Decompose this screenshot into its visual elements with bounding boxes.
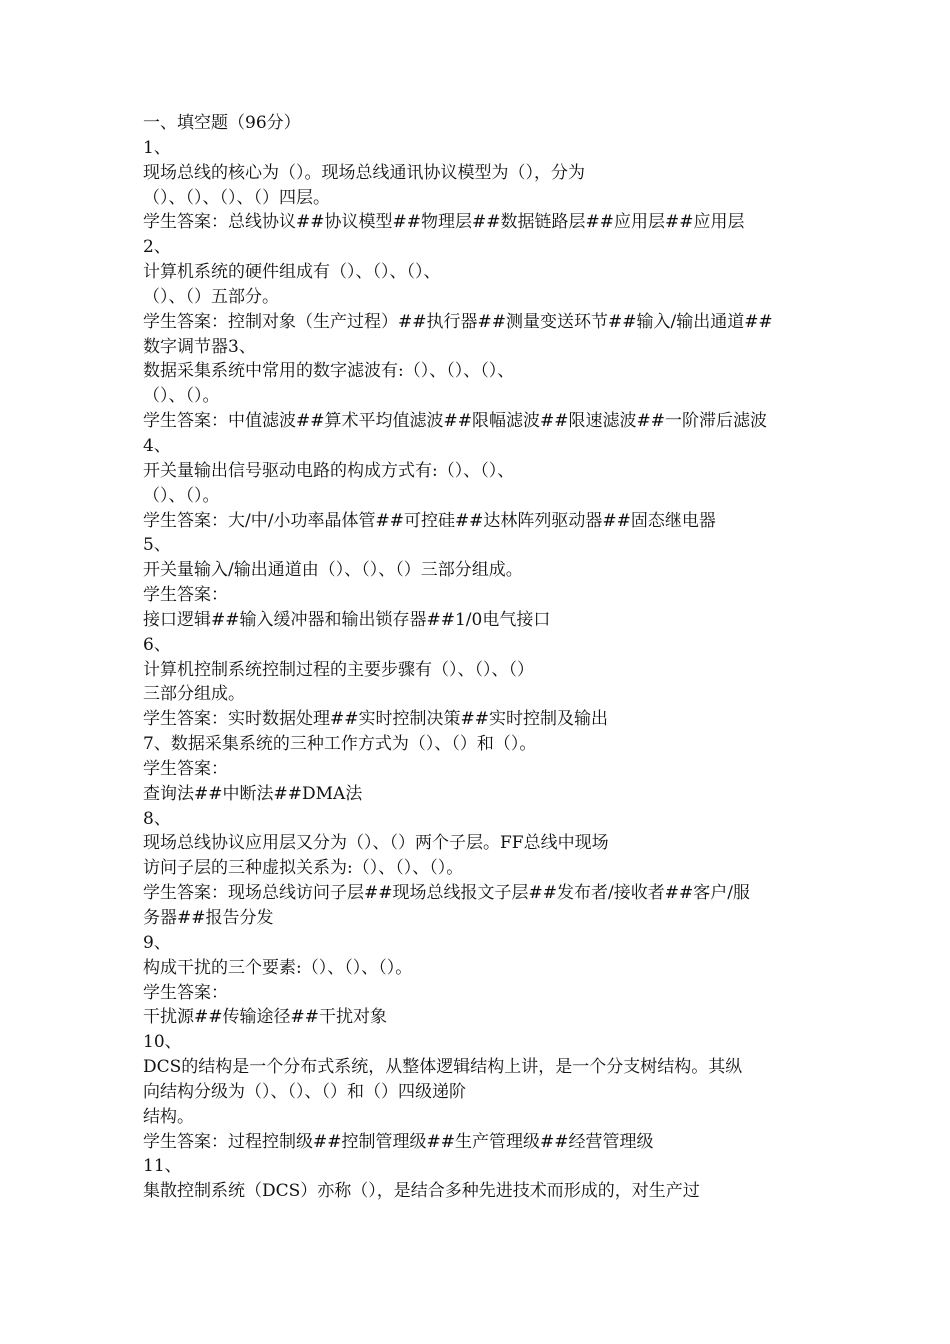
question-text: 现场总线的核心为（）。现场总线通讯协议模型为（），分为	[143, 162, 585, 183]
student-answer: 学生答案：实时数据处理##实时控制决策##实时控制及输出	[143, 709, 608, 730]
student-answer: 学生答案：总线协议##协议模型##物理层##数据链路层##应用层##应用层	[143, 212, 745, 233]
question-text: 集散控制系统（DCS）亦称（），是结合多种先进技术而形成的，对生产过	[143, 1181, 700, 1202]
question-number: 11、	[143, 1156, 182, 1177]
question-text: 开关量输入/输出通道由（）、（）、（）三部分组成。	[143, 560, 523, 581]
question-number: 8、	[143, 808, 171, 829]
question-text: 计算机系统的硬件组成有（）、（）、（）、	[143, 262, 441, 283]
question-text: 结构。	[143, 1106, 194, 1127]
question-number: 5、	[143, 535, 171, 556]
student-answer: 学生答案：控制对象（生产过程）##执行器##测量变送环节##输入/输出通道##	[143, 311, 773, 332]
question-number: 4、	[143, 435, 171, 456]
student-answer: 接口逻辑##输入缓冲器和输出锁存器##1/0电气接口	[143, 609, 551, 630]
question-text: （）、（）、（）、（）四层。	[143, 187, 330, 208]
question-text: （）、（）五部分。	[143, 286, 279, 307]
student-answer: 学生答案：中值滤波##算术平均值滤波##限幅滤波##限速滤波##一阶滞后滤波	[143, 411, 767, 432]
question-text: 向结构分级为（）、（）、（）和（）四级递阶	[143, 1081, 466, 1102]
question-text: 构成干扰的三个要素:（）、（）、（）。	[143, 957, 413, 978]
question-number: 9、	[143, 932, 171, 953]
student-answer: 学生答案：	[143, 982, 228, 1003]
question-number: 10、	[143, 1032, 182, 1053]
question-text: （）、（）。	[143, 485, 220, 506]
question-text: 访问子层的三种虚拟关系为:（）、（）、（）。	[143, 858, 464, 879]
section-heading: 一、填空题（96分）	[143, 113, 301, 133]
question-text: 7、数据采集系统的三种工作方式为（）、（）和（）。	[143, 734, 537, 755]
student-answer: 学生答案：	[143, 585, 228, 606]
question-number: 2、	[143, 237, 171, 258]
question-number: 1、	[143, 137, 171, 158]
question-text: （）、（）。	[143, 386, 220, 407]
student-answer: 学生答案：过程控制级##控制管理级##生产管理级##经营管理级	[143, 1131, 654, 1152]
student-answer: 学生答案：现场总线访问子层##现场总线报文子层##发布者/接收者##客户/服	[143, 883, 750, 904]
student-answer: 务器##报告分发	[143, 908, 274, 928]
student-answer: 数字调节器3、	[143, 336, 256, 357]
question-number: 6、	[143, 634, 171, 655]
student-answer: 查询法##中断法##DMA法	[143, 783, 363, 804]
question-text: 现场总线协议应用层又分为（）、（）两个子层。FF总线中现场	[143, 833, 609, 854]
question-text: 数据采集系统中常用的数字滤波有:（）、（）、（）、	[143, 361, 515, 382]
student-answer: 学生答案：	[143, 758, 228, 779]
question-text: 计算机控制系统控制过程的主要步骤有（）、（）、（）	[143, 659, 534, 680]
question-text: DCS的结构是一个分布式系统，从整体逻辑结构上讲，是一个分支树结构。其纵	[143, 1057, 743, 1078]
student-answer: 学生答案：大/中/小功率晶体管##可控硅##达林阵列驱动器##固态继电器	[143, 510, 716, 531]
document-page	[143, 111, 823, 1204]
question-text: 开关量输出信号驱动电路的构成方式有:（）、（）、	[143, 460, 515, 481]
student-answer: 干扰源##传输途径##干扰对象	[143, 1007, 387, 1028]
question-text: 三部分组成。	[143, 684, 245, 705]
